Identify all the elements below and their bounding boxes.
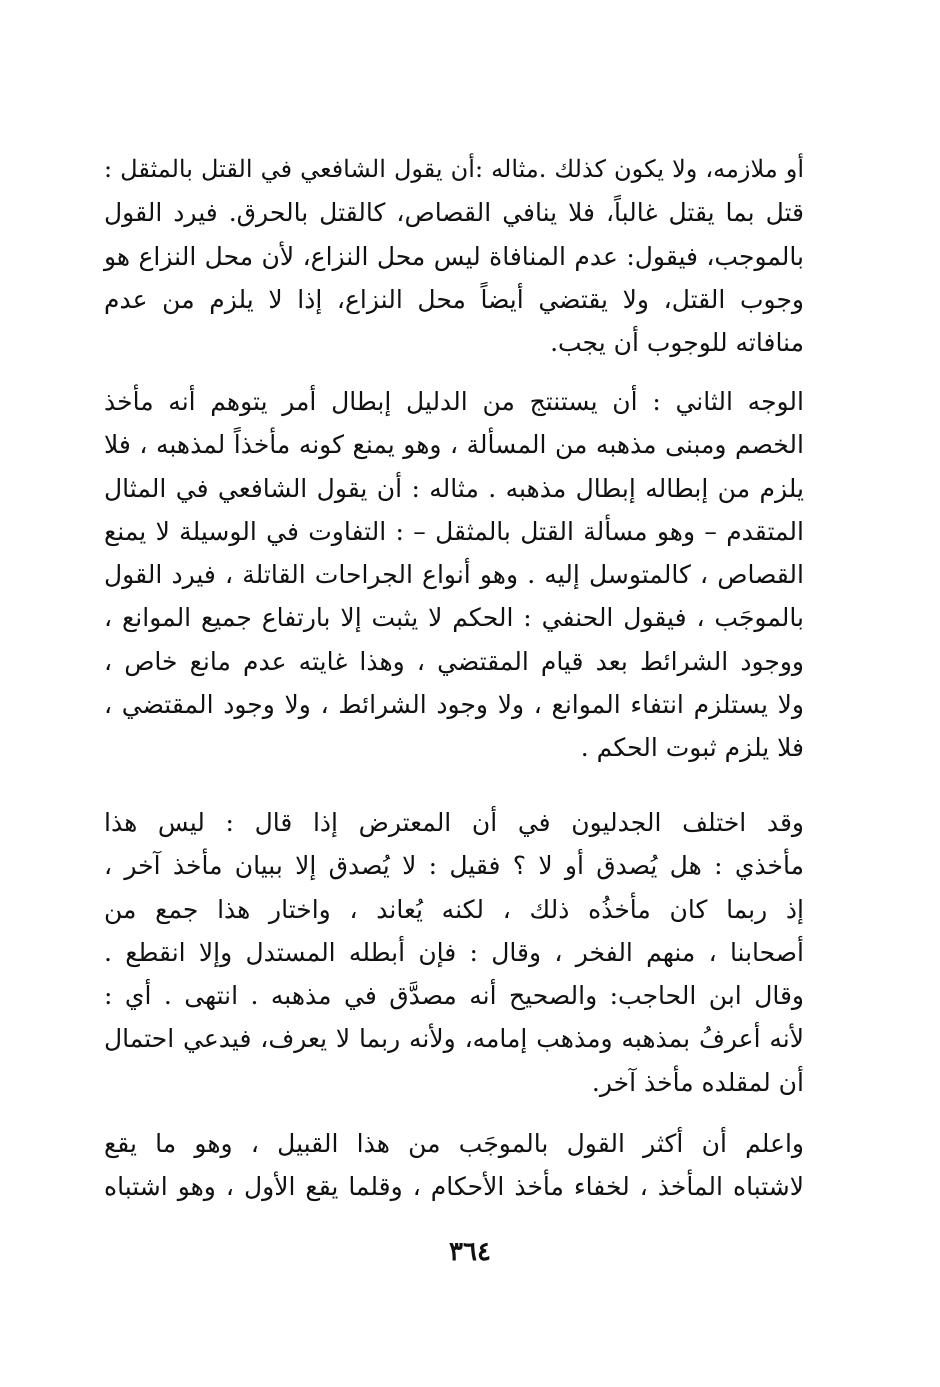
text-line: ولا يستلزم انتفاء الموانع ، ولا وجود الشرائط ، ولا وجود المقتضي ، xyxy=(104,690,804,720)
text-line: منافاته للوجوب أن يجب. xyxy=(550,328,804,358)
text-line: فلا يلزم ثبوت الحكم . xyxy=(580,733,804,763)
text-line: مأخذي : هل يُصدق أو لا ؟ فقيل : لا يُصدق إلا ببيان مأخذ آخر ، xyxy=(104,851,804,881)
text-line: أن لمقلده مأخذ آخر. xyxy=(591,1067,804,1097)
text-line: لاشتباه المأخذ ، لخفاء مأخذ الأحكام ، وقلما يقع الأول ، وهو اشتباه xyxy=(104,1172,804,1202)
text-line: وقد اختلف الجدليون في أن المعترض إذا قال : ليس هذا xyxy=(104,808,804,837)
paragraph-1 xyxy=(104,148,804,364)
text-line: وقال ابن الحاجب: والصحيح أنه مصدَّق في مذهبه . انتهى . أي : xyxy=(104,981,804,1011)
paragraph-4 xyxy=(104,1122,804,1209)
text-line: يلزم من إبطاله إبطال مذهبه . مثاله : أن يقول الشافعي في المثال xyxy=(104,473,804,503)
text-line: لأنه أعرفُ بمذهبه ومذهب إمامه، ولأنه ربما لا يعرف، فيدعي احتمال xyxy=(104,1024,804,1054)
text-line: وجوب القتل، ولا يقتضي أيضاً محل النزاع، إذا لا يلزم من عدم xyxy=(104,284,804,314)
page-number: ٣٦٤ xyxy=(449,1237,491,1267)
text-line: الخصم ومبنى مذهبه من المسألة ، وهو يمنع كونه مأخذاً لمذهبه ، فلا xyxy=(104,430,804,460)
text-line: قتل بما يقتل غالباً، فلا ينافي القصاص، كالقتل بالحرق. فيرد القول xyxy=(104,198,804,228)
text-line: ووجود الشرائط بعد قيام المقتضي ، وهذا غايته عدم مانع خاص ، xyxy=(104,646,804,676)
text-line: إذ ربما كان مأخذُه ذلك ، لكنه يُعاند ، واختار هذا جمع من xyxy=(104,894,804,924)
paragraph-3 xyxy=(104,801,804,1104)
paragraph-2 xyxy=(104,380,804,770)
text-line: أو ملازمه، ولا يكون كذلك .مثاله :أن يقول الشافعي في القتل بالمثقل : xyxy=(104,155,804,183)
text-line: بالموجب، فيقول: عدم المنافاة ليس محل النزاع، لأن محل النزاع هو xyxy=(104,241,804,271)
text-line: بالموجَب ، فيقول الحنفي : الحكم لا يثبت إلا بارتفاع جميع الموانع ، xyxy=(104,603,804,633)
text-line: واعلم أن أكثر القول بالموجَب من هذا القبيل ، وهو ما يقع xyxy=(104,1129,804,1158)
text-line: المتقدم – وهو مسألة القتل بالمثقل – : التفاوت في الوسيلة لا يمنع xyxy=(104,516,804,546)
text-line: القصاص ، كالمتوسل إليه . وهو أنواع الجراحات القاتلة ، فيرد القول xyxy=(104,560,804,590)
text-line: أصحابنا ، منهم الفخر ، وقال : فإن أبطله المستدل وإلا انقطع . xyxy=(104,937,804,967)
text-line: الوجه الثاني : أن يستنتج من الدليل إبطال أمر يتوهم أنه مأخذ xyxy=(104,387,804,416)
